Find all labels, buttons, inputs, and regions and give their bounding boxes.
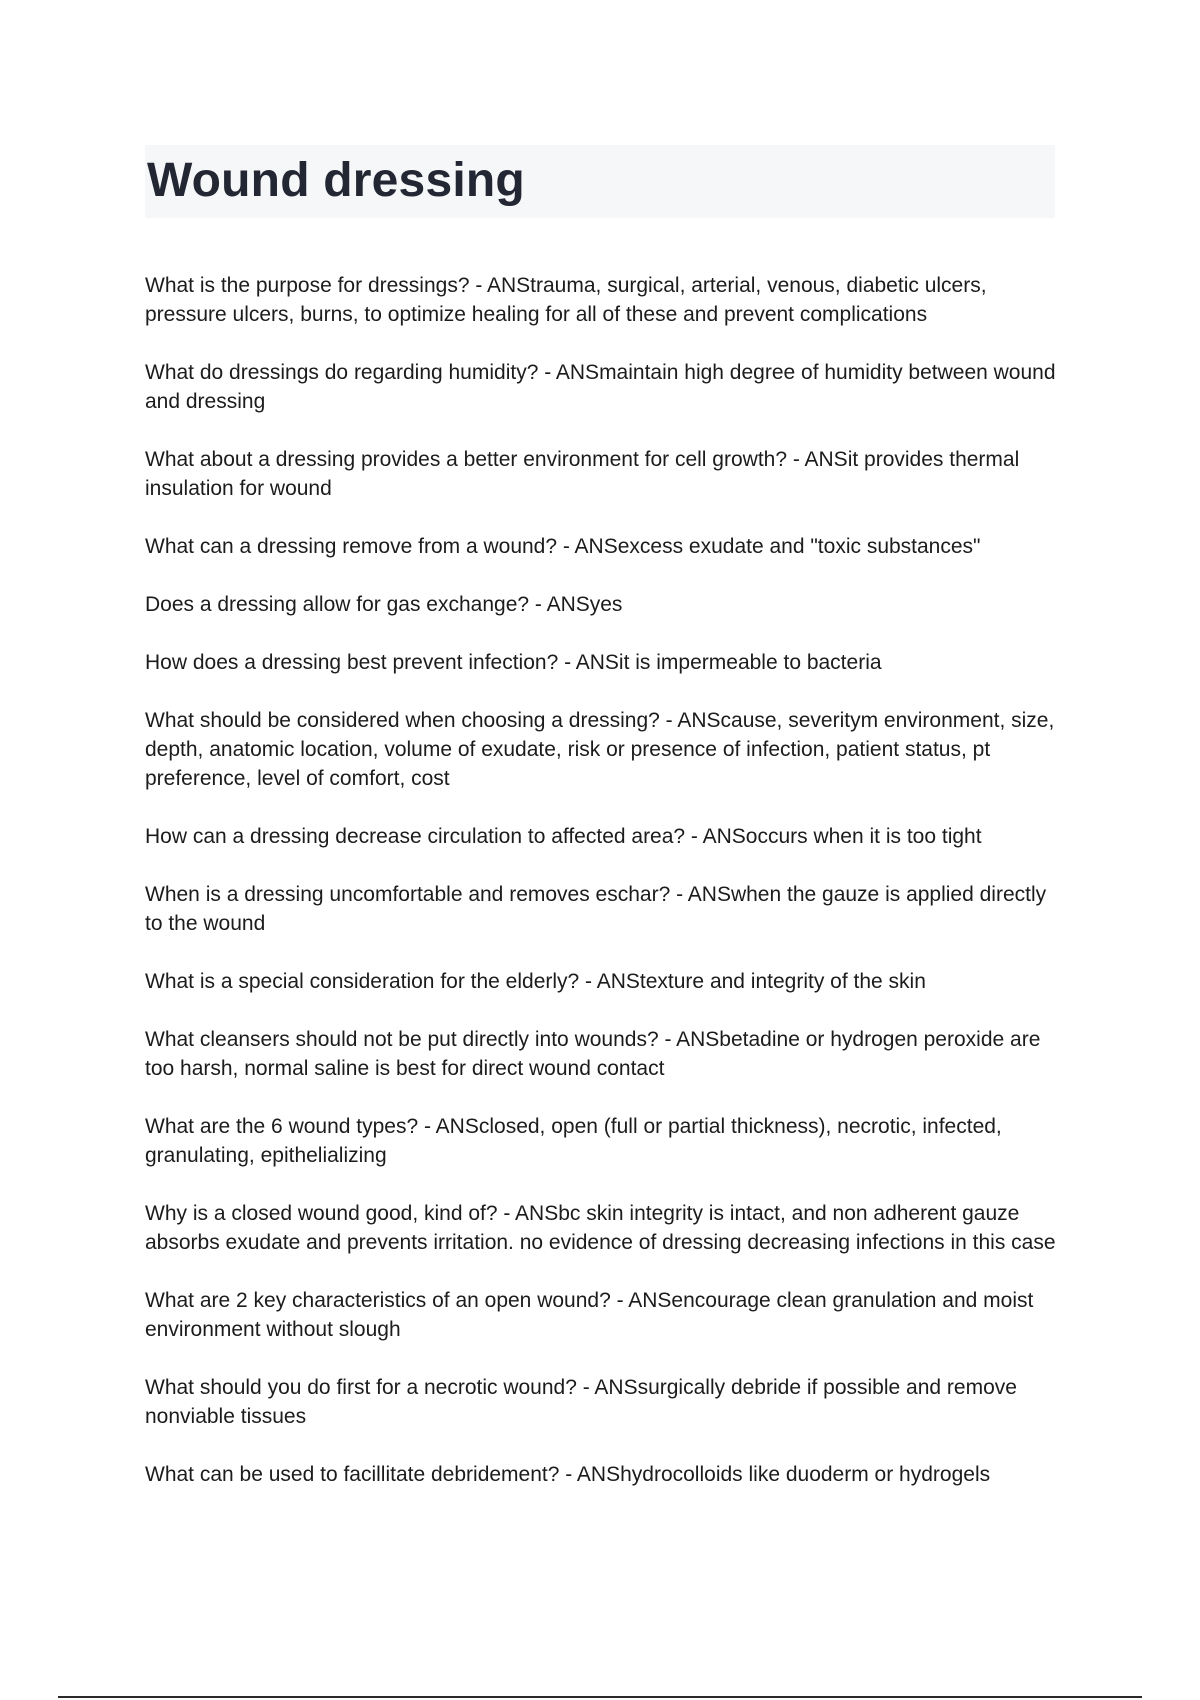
qa-item: What do dressings do regarding humidity? - ANSmaintain high degree of humidity between wound and dressing: [145, 361, 1056, 413]
qa-item: What is a special consideration for the elderly? - ANStexture and integrity of the skin: [145, 970, 926, 993]
footer-divider: [58, 1696, 1142, 1698]
title-banner: [145, 145, 1055, 218]
qa-item: What about a dressing provides a better environment for cell growth? - ANSit provides thermal insulation for wound: [145, 448, 1020, 500]
qa-item: What are 2 key characteristics of an open wound? - ANSencourage clean granulation and moist environment without slough: [145, 1289, 1034, 1341]
qa-item: What can a dressing remove from a wound? - ANSexcess exudate and "toxic substances": [145, 535, 981, 558]
qa-item: Does a dressing allow for gas exchange? - ANSyes: [145, 593, 623, 616]
qa-item: What is the purpose for dressings? - ANStrauma, surgical, arterial, venous, diabetic ulcers, pressure ulcers, burns, to optimize healing for all of these and prevent complications: [145, 274, 987, 326]
qa-item: How can a dressing decrease circulation to affected area? - ANSoccurs when it is too tight: [145, 825, 982, 848]
qa-item: How does a dressing best prevent infection? - ANSit is impermeable to bacteria: [145, 651, 882, 674]
qa-item: What should be considered when choosing a dressing? - ANScause, severitym environment, size, depth, anatomic location, volume of exudate, risk or presence of infection, patient status, pt preference, level of comfort, cost: [145, 709, 1055, 790]
qa-item: What should you do first for a necrotic wound? - ANSsurgically debride if possible and remove nonviable tissues: [145, 1376, 1017, 1428]
page-title: Wound dressing: [147, 154, 525, 207]
qa-item: What can be used to facillitate debridement? - ANShydrocolloids like duoderm or hydrogels: [145, 1463, 991, 1486]
qa-item: What cleansers should not be put directly into wounds? - ANSbetadine or hydrogen peroxide are too harsh, normal saline is best for direct wound contact: [145, 1028, 1041, 1080]
qa-item: What are the 6 wound types? - ANSclosed, open (full or partial thickness), necrotic, infected, granulating, epithelializing: [145, 1115, 1002, 1167]
qa-item: When is a dressing uncomfortable and removes eschar? - ANSwhen the gauze is applied directly to the wound: [145, 883, 1047, 935]
qa-list: [145, 271, 1065, 1518]
qa-item: Why is a closed wound good, kind of? - ANSbc skin integrity is intact, and non adherent gauze absorbs exudate and prevents irritation. no evidence of dressing decreasing infections in this case: [145, 1202, 1056, 1254]
